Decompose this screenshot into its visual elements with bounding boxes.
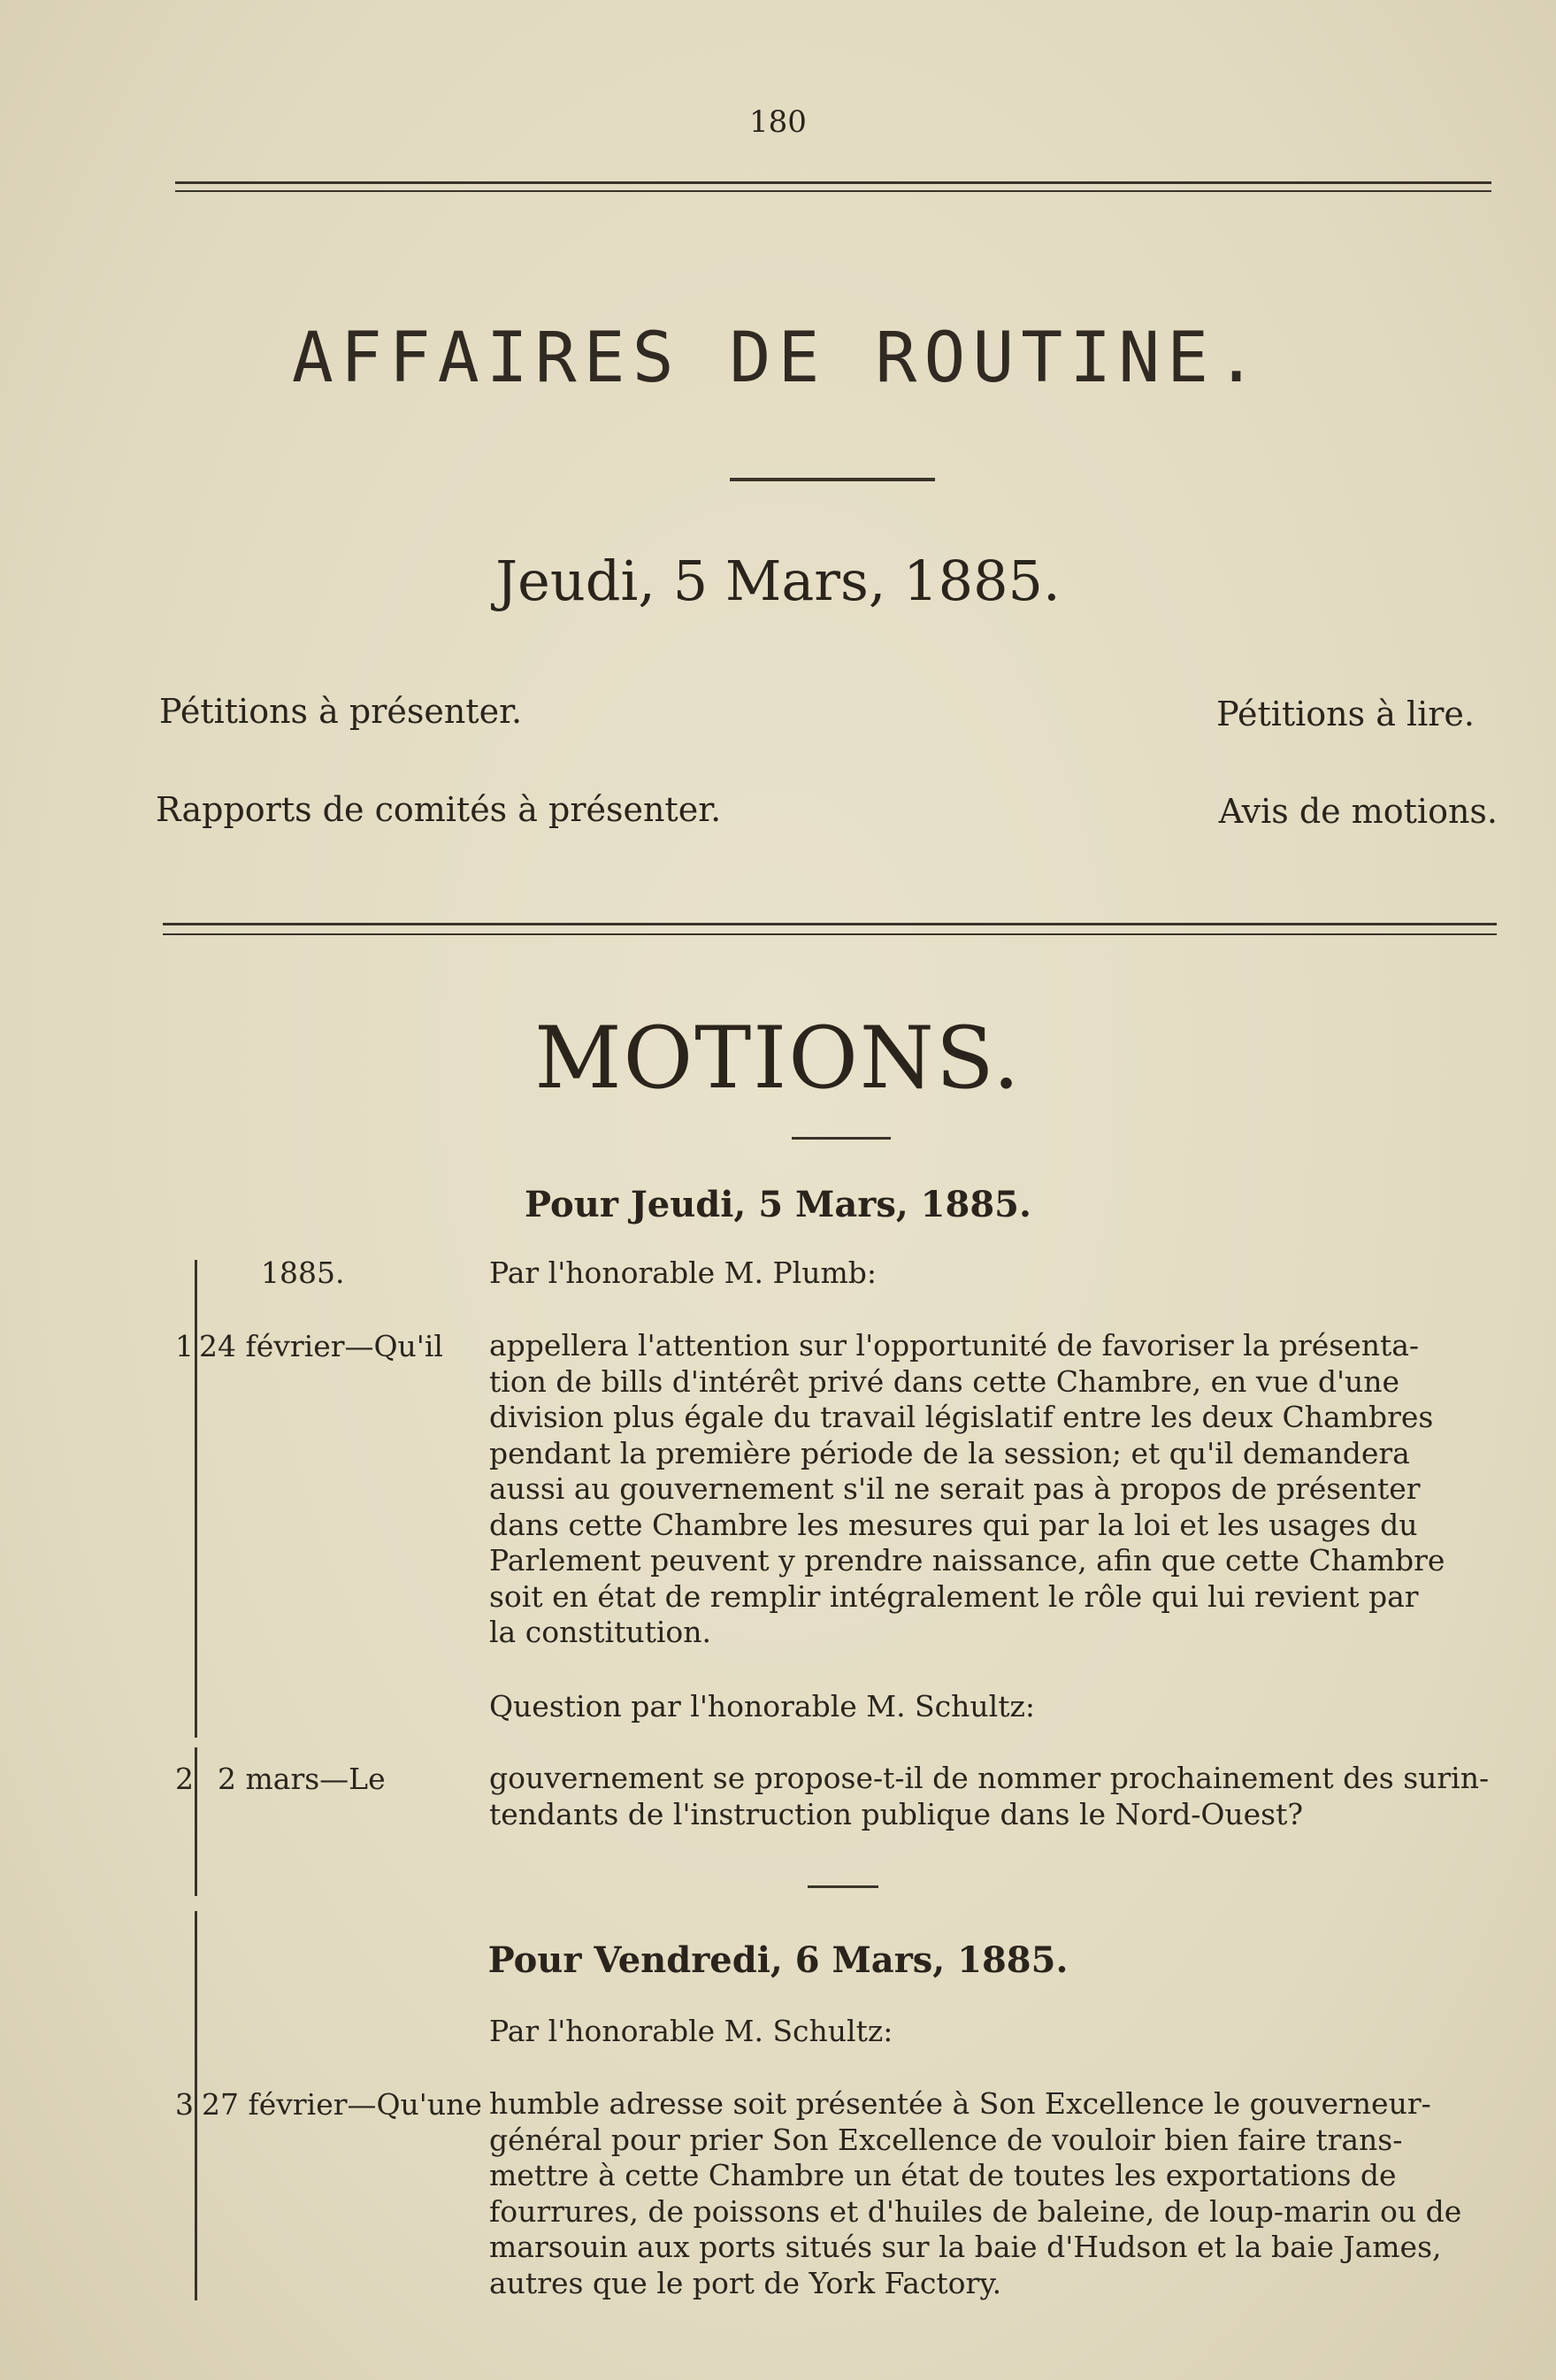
routine-left-item-1: Pétitions à présenter. [159, 692, 523, 731]
entry-line: tion de bills d'intérêt privé dans cette Chambre, en vue d'une [489, 1363, 1400, 1399]
entry-line: humble adresse soit présentée à Son Excellence le gouverneur- [489, 2086, 1431, 2121]
entry-line: marsouin aux ports situés sur la baie d'Hudson et la baie James, [489, 2230, 1442, 2264]
middle-rule [163, 923, 1497, 925]
entry-line: fourrures, de poissons et d'huiles de baleine, de loup-marin ou de [489, 2193, 1462, 2229]
entry-line: dans cette Chambre les mesures qui par la loi et les usages du [489, 1507, 1418, 1542]
entry-line: autres que le port de York Factory. [489, 2265, 1002, 2300]
motions-title: MOTIONS. [534, 1009, 1022, 1108]
entry-line: aussi au gouvernement s'il ne serait pas à propos de présenter [489, 1471, 1421, 1506]
top-rule-2 [175, 190, 1491, 192]
entry-number-2: 2 [175, 1762, 194, 1796]
year-label: 1885. [261, 1255, 345, 1290]
entry-line: division plus égale du travail législatif entre les deux Chambres [489, 1400, 1434, 1434]
entry-line: gouvernement se propose-t-il de nommer prochainement des surin- [489, 1761, 1490, 1795]
routine-right-item-2: Avis de motions. [1218, 792, 1498, 831]
section-separator [808, 1885, 878, 1888]
margin-line-1 [195, 1260, 197, 1738]
routine-left-item-2: Rapports de comités à présenter. [156, 790, 722, 829]
margin-line-2 [195, 1747, 197, 1896]
section-date-2: Pour Vendredi, 6 Mars, 1885. [487, 1939, 1069, 1981]
entry-line: pendant la première période de la session; et qu'il demandera [489, 1435, 1410, 1470]
motions-separator [792, 1137, 891, 1140]
entry-line: général pour prier Son Excellence de vouloir bien faire trans- [489, 2122, 1403, 2157]
entry-line: la constitution. [489, 1615, 712, 1649]
routine-right-item-1: Pétitions à lire. [1216, 695, 1475, 733]
entry-line: Parlement peuvent y prendre naissance, afin que cette Chambre [489, 1543, 1445, 1578]
section-date-1: Pour Jeudi, 5 Mars, 1885. [525, 1184, 1031, 1225]
entry-line: tendants de l'instruction publique dans le Nord-Ouest? [489, 1796, 1304, 1831]
entry-line: soit en état de remplir intégralement le rôle qui lui revient par [489, 1578, 1419, 1614]
entry-number-1: 1 [175, 1329, 194, 1363]
mover-1: Par l'honorable M. Plumb: [489, 1255, 877, 1290]
entry-date-2: 2 mars—Le [218, 1762, 386, 1796]
entry-line: mettre à cette Chambre un état de toutes les exportations de [489, 2158, 1397, 2192]
entry-date-3: 27 février—Qu'une [202, 2087, 482, 2122]
top-rule [175, 181, 1491, 184]
entry-line: appellera l'attention sur l'opportunité de favoriser la présenta- [489, 1328, 1420, 1363]
title-separator [730, 478, 935, 481]
entry-body-3 [489, 2086, 1502, 2301]
mover-2: Par l'honorable M. Schultz: [489, 2014, 893, 2048]
middle-rule-2 [163, 933, 1497, 935]
entry-body-2 [489, 1761, 1502, 1832]
entry-date-1: 24 février—Qu'il [199, 1329, 443, 1363]
entry-body-1 [489, 1328, 1502, 1651]
page-number: 180 [749, 104, 807, 140]
question-by: Question par l'honorable M. Schultz: [489, 1689, 1035, 1724]
routine-title: AFFAIRES DE ROUTINE. [291, 319, 1265, 398]
routine-date: Jeudi, 5 Mars, 1885. [495, 549, 1061, 613]
entry-number-3: 3 [175, 2087, 194, 2122]
